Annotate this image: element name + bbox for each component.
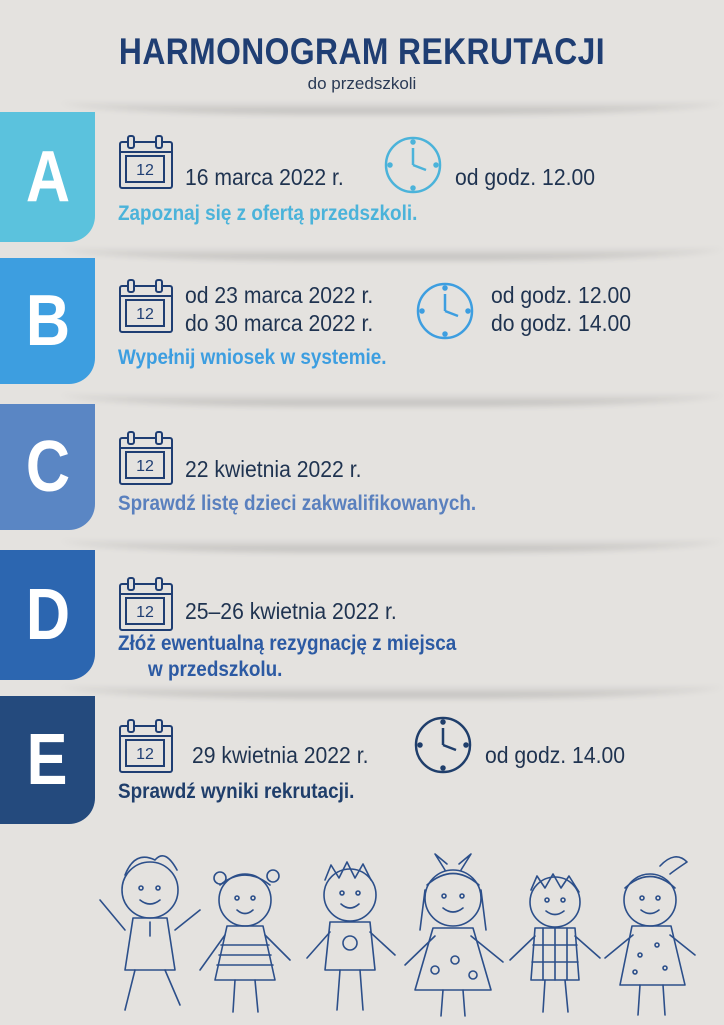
step-e-date: 29 kwietnia 2022 r. [192, 742, 369, 768]
step-e-time: od godz. 14.00 [485, 742, 626, 768]
step-b-date-to: do 30 marca 2022 r. [185, 310, 374, 336]
step-e [0, 696, 724, 824]
step-d-letter: D [25, 575, 70, 655]
step-b-action: Wypełnij wniosek w systemie. [118, 346, 387, 369]
step-c [0, 404, 724, 530]
step-c-date: 22 kwietnia 2022 r. [185, 456, 362, 482]
step-a [0, 112, 724, 242]
step-b-time-from: od godz. 12.00 [491, 282, 632, 308]
kid-5-drawing [510, 874, 600, 1012]
step-a-tab [0, 112, 95, 242]
step-e-letter: E [27, 720, 68, 800]
divider-shadow [60, 686, 724, 698]
calendar-icon [116, 716, 176, 781]
children-illustration [95, 840, 705, 1020]
kid-3-drawing [307, 862, 395, 1010]
divider-shadow [60, 540, 724, 552]
step-b-letter: B [25, 281, 70, 361]
step-d-action-line1: Złóż ewentualną rezygnację z miejsca [118, 632, 457, 655]
kid-2-drawing [200, 870, 290, 1012]
kid-6-drawing [605, 857, 695, 1015]
clock-icon [414, 280, 476, 347]
step-d-date: 25–26 kwietnia 2022 r. [185, 598, 397, 624]
clock-icon [412, 714, 474, 781]
svg-text:12: 12 [136, 604, 154, 621]
step-e-tab [0, 696, 95, 824]
page-subtitle: do przedszkoli [307, 74, 417, 93]
step-b [0, 258, 724, 384]
step-a-date: 16 marca 2022 r. [185, 164, 344, 190]
calendar-icon [116, 132, 176, 197]
step-d-action-line2: w przedszkolu. [148, 658, 283, 681]
step-c-action: Sprawdź listę dzieci zakwalifikowanych. [118, 492, 477, 515]
divider-shadow [60, 248, 724, 260]
svg-text:12: 12 [136, 746, 154, 763]
step-a-time: od godz. 12.00 [455, 164, 596, 190]
step-d [0, 550, 724, 680]
header [0, 30, 724, 94]
step-a-letter: A [25, 137, 70, 217]
divider-shadow [60, 102, 724, 114]
svg-text:12: 12 [136, 458, 154, 475]
kid-4-drawing [405, 854, 503, 1016]
clock-icon [382, 134, 444, 201]
step-c-tab [0, 404, 95, 530]
step-d-tab [0, 550, 95, 680]
calendar-icon [116, 428, 176, 493]
step-a-action: Zapoznaj się z ofertą przedszkoli. [118, 202, 418, 225]
divider-shadow [60, 394, 724, 406]
page-title: HARMONOGRAM REKRUTACJI [118, 31, 606, 72]
svg-text:12: 12 [136, 162, 154, 179]
step-c-letter: C [25, 427, 70, 507]
calendar-icon [116, 276, 176, 341]
calendar-icon [116, 574, 176, 639]
kid-1-drawing [100, 856, 200, 1010]
step-b-tab [0, 258, 95, 384]
step-b-time-to: do godz. 14.00 [491, 310, 632, 336]
svg-text:12: 12 [136, 306, 154, 323]
step-e-action: Sprawdź wyniki rekrutacji. [118, 780, 355, 803]
step-b-date-from: od 23 marca 2022 r. [185, 282, 374, 308]
